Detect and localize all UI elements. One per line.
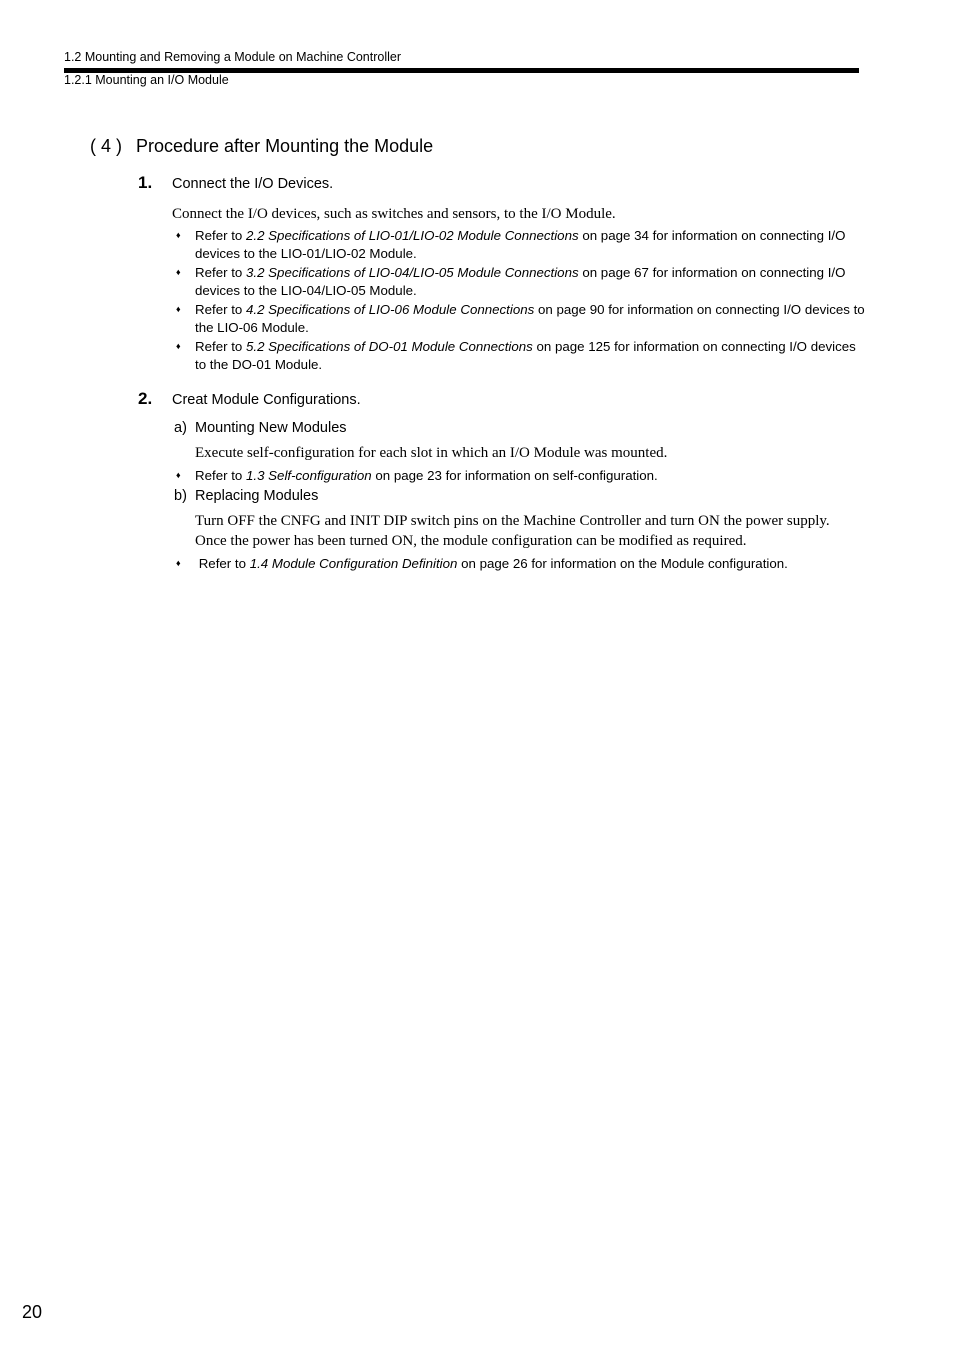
step-1-number: 1. <box>138 173 153 192</box>
substep-b-marker: b) <box>174 488 187 504</box>
running-header-section: 1.2 Mounting and Removing a Module on Machine Controller <box>64 50 401 64</box>
substep-b-text-line-1: Turn OFF the CNFG and INIT DIP switch pins on the Machine Controller and turn ON the power supply. <box>195 513 830 529</box>
diamond-bullet-icon: ♦ <box>176 470 181 480</box>
list-item <box>176 227 866 262</box>
bullet-text: on page 90 for information on connecting I/O devices to the LIO-06 Module. <box>195 302 865 335</box>
step-1-label: Connect the I/O Devices. <box>172 176 334 192</box>
substep-a-marker: a) <box>174 420 187 436</box>
section-number: ( 4 ) <box>90 136 123 156</box>
bullet-text: on page 26 for information on the Module configuration. <box>457 556 788 571</box>
bullet-text: Refer to <box>195 302 246 317</box>
substep-a-bullet-list <box>176 467 866 485</box>
bullet-text: Refer to <box>195 339 246 354</box>
step-2-label: Creat Module Configurations. <box>172 392 361 408</box>
cross-reference-link[interactable]: 3.2 Specifications of LIO-04/LIO-05 Module Connections <box>246 265 579 280</box>
substep-b-bullet-list <box>176 555 866 573</box>
substep-b-text-line-2: Once the power has been turned ON, the module configuration can be modified as required. <box>195 533 747 549</box>
substep-a-title: Mounting New Modules <box>195 420 347 436</box>
diamond-bullet-icon: ♦ <box>176 341 181 351</box>
cross-reference-link[interactable]: 1.3 Self-configuration <box>246 468 372 483</box>
bullet-text: Refer to <box>195 468 246 483</box>
diamond-bullet-icon: ♦ <box>176 267 181 277</box>
bullet-text: on page 23 for information on self-configuration. <box>371 468 658 483</box>
step-1-bullet-list <box>176 227 866 373</box>
diamond-bullet-icon: ♦ <box>176 230 181 240</box>
running-header-subsection: 1.2.1 Mounting an I/O Module <box>64 73 229 87</box>
bullet-text: Refer to <box>195 556 250 571</box>
cross-reference-link[interactable]: 2.2 Specifications of LIO-01/LIO-02 Module Connections <box>246 228 579 243</box>
bullet-text: Refer to <box>195 228 246 243</box>
diamond-bullet-icon: ♦ <box>176 304 181 314</box>
page-number: 20 <box>22 1302 43 1322</box>
diamond-bullet-icon: ♦ <box>176 558 181 568</box>
list-item <box>176 338 866 373</box>
cross-reference-link[interactable]: 1.4 Module Configuration Definition <box>249 556 458 571</box>
step-2-number: 2. <box>138 389 153 408</box>
bullet-text: Refer to <box>195 265 246 280</box>
step-1-text: Connect the I/O devices, such as switches and sensors, to the I/O Module. <box>172 206 616 222</box>
bullet-text: on page 34 for information on connecting I/O devices to the LIO-01/LIO-02 Module. <box>195 228 846 261</box>
list-item <box>176 467 866 485</box>
cross-reference-link[interactable]: 5.2 Specifications of DO-01 Module Connections <box>246 339 533 354</box>
section-title: Procedure after Mounting the Module <box>136 136 434 156</box>
bullet-text: on page 67 for information on connecting I/O devices to the LIO-04/LIO-05 Module. <box>195 265 846 298</box>
cross-reference-link[interactable]: 4.2 Specifications of LIO-06 Module Connections <box>246 302 535 317</box>
list-item <box>176 264 866 299</box>
list-item <box>176 555 866 573</box>
bullet-text: on page 125 for information on connecting I/O devices to the DO-01 Module. <box>195 339 856 372</box>
substep-b-title: Replacing Modules <box>195 488 319 504</box>
substep-a-text: Execute self-configuration for each slot in which an I/O Module was mounted. <box>195 445 668 461</box>
list-item <box>176 301 866 336</box>
